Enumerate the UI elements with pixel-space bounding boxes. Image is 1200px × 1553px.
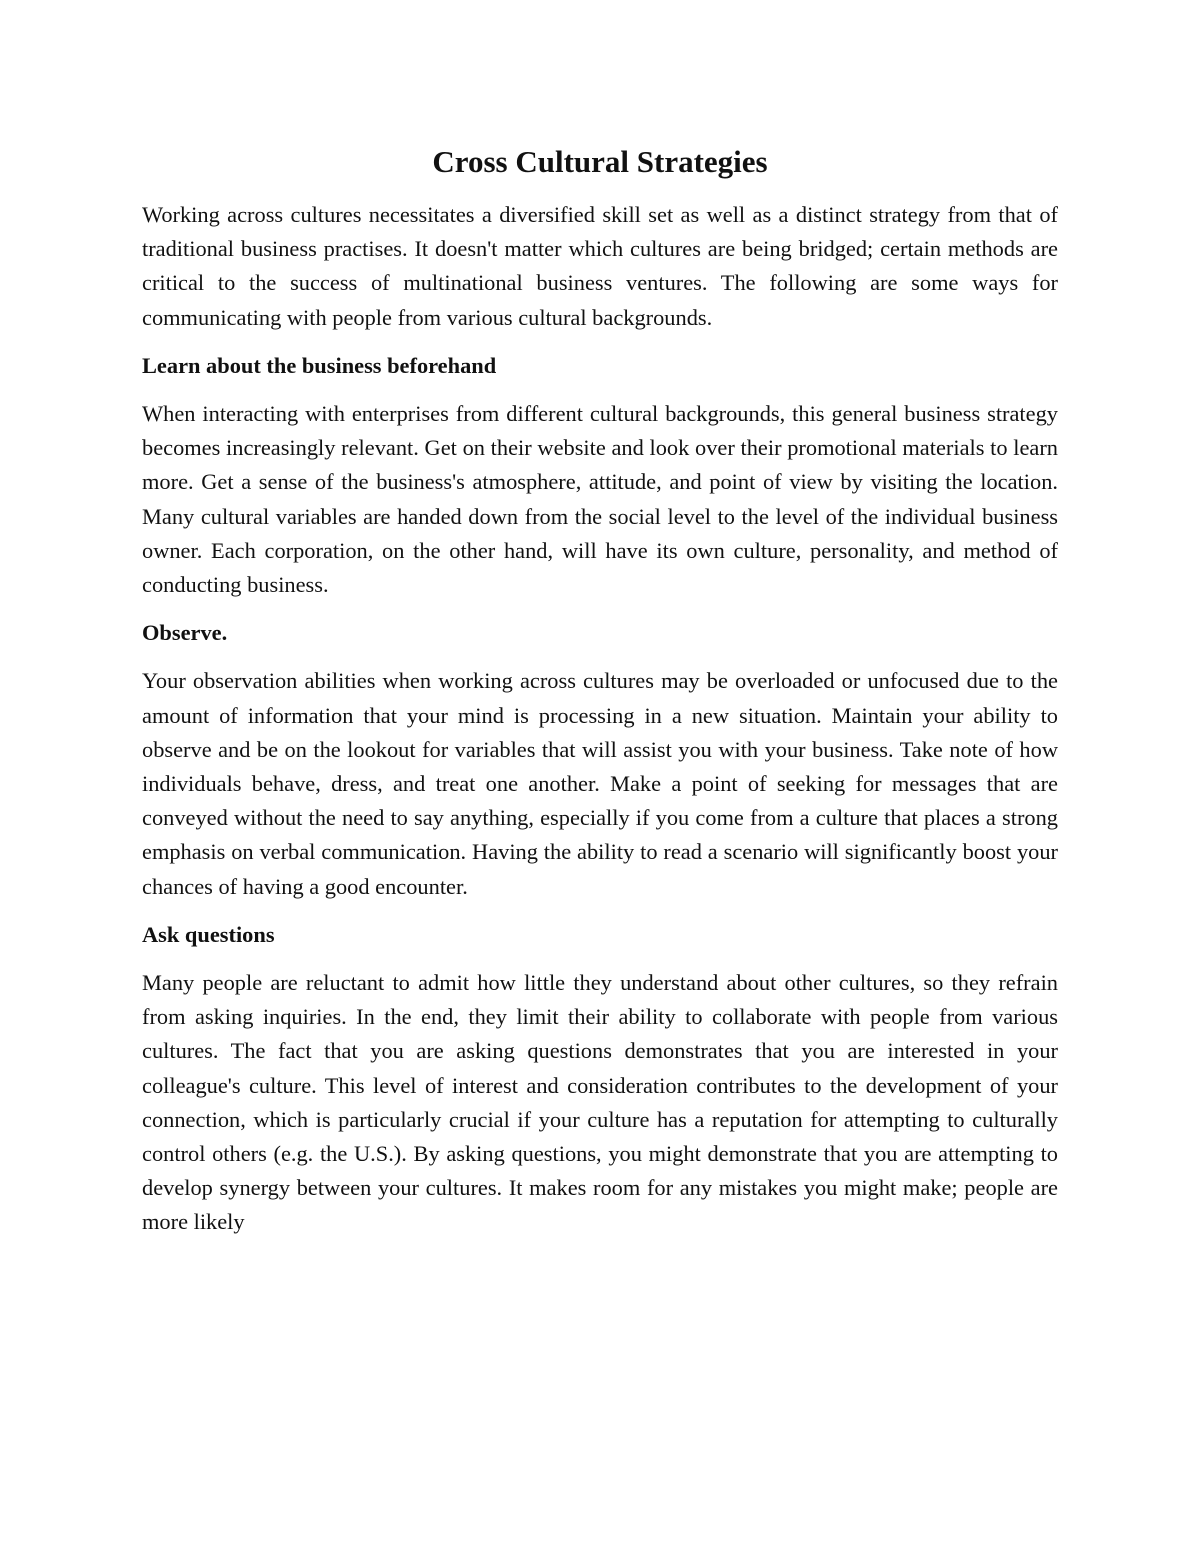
- section-body-observe: Your observation abilities when working across cultures may be overloaded or unfocused due to the amount of information that your mind is processing in a new situation. Maintain your ability to observe and be on the lookout for variables that will assist you with your business. Take note of how individuals behave, dress, and treat one another. Make a point of seeking for messages that are conveyed without the need to say anything, especially if you come from a culture that places a strong emphasis on verbal communication. Having the ability to read a scenario will significantly boost your chances of having a good encounter.: [142, 668, 1058, 899]
- section-heading-learn-business: Learn about the business beforehand: [142, 352, 497, 378]
- document-title: Cross Cultural Strategies: [432, 144, 768, 179]
- intro-paragraph: Working across cultures necessitates a diversified skill set as well as a distinct strategy from that of traditional business practises. It doesn't matter which cultures are being bridged; certain methods are critical to the success of multinational business ventures. The following are some ways for communicating with people from various cultural backgrounds.: [142, 202, 1058, 330]
- section-body-learn-business: When interacting with enterprises from different cultural backgrounds, this general business strategy becomes increasingly relevant. Get on their website and look over their promotional materials to learn more. Get a sense of the business's atmosphere, attitude, and point of view by visiting the location. Many cultural variables are handed down from the social level to the level of the individual business owner. Each corporation, on the other hand, will have its own culture, personality, and method of conducting business.: [142, 401, 1058, 598]
- section-heading-observe: Observe.: [142, 620, 228, 646]
- document-content: [142, 140, 1058, 1254]
- section-heading-ask-questions: Ask questions: [142, 921, 275, 947]
- section-body-ask-questions: Many people are reluctant to admit how little they understand about other cultures, so they refrain from asking inquiries. In the end, they limit their ability to collaborate with people from various cultures. The fact that you are asking questions demonstrates that you are interested in your colleague's culture. This level of interest and consideration contributes to the development of your connection, which is particularly crucial if your culture has a reputation for attempting to culturally control others (e.g. the U.S.). By asking questions, you might demonstrate that you are attempting to develop synergy between your cultures. It makes room for any mistakes you might make; people are more likely: [142, 970, 1058, 1235]
